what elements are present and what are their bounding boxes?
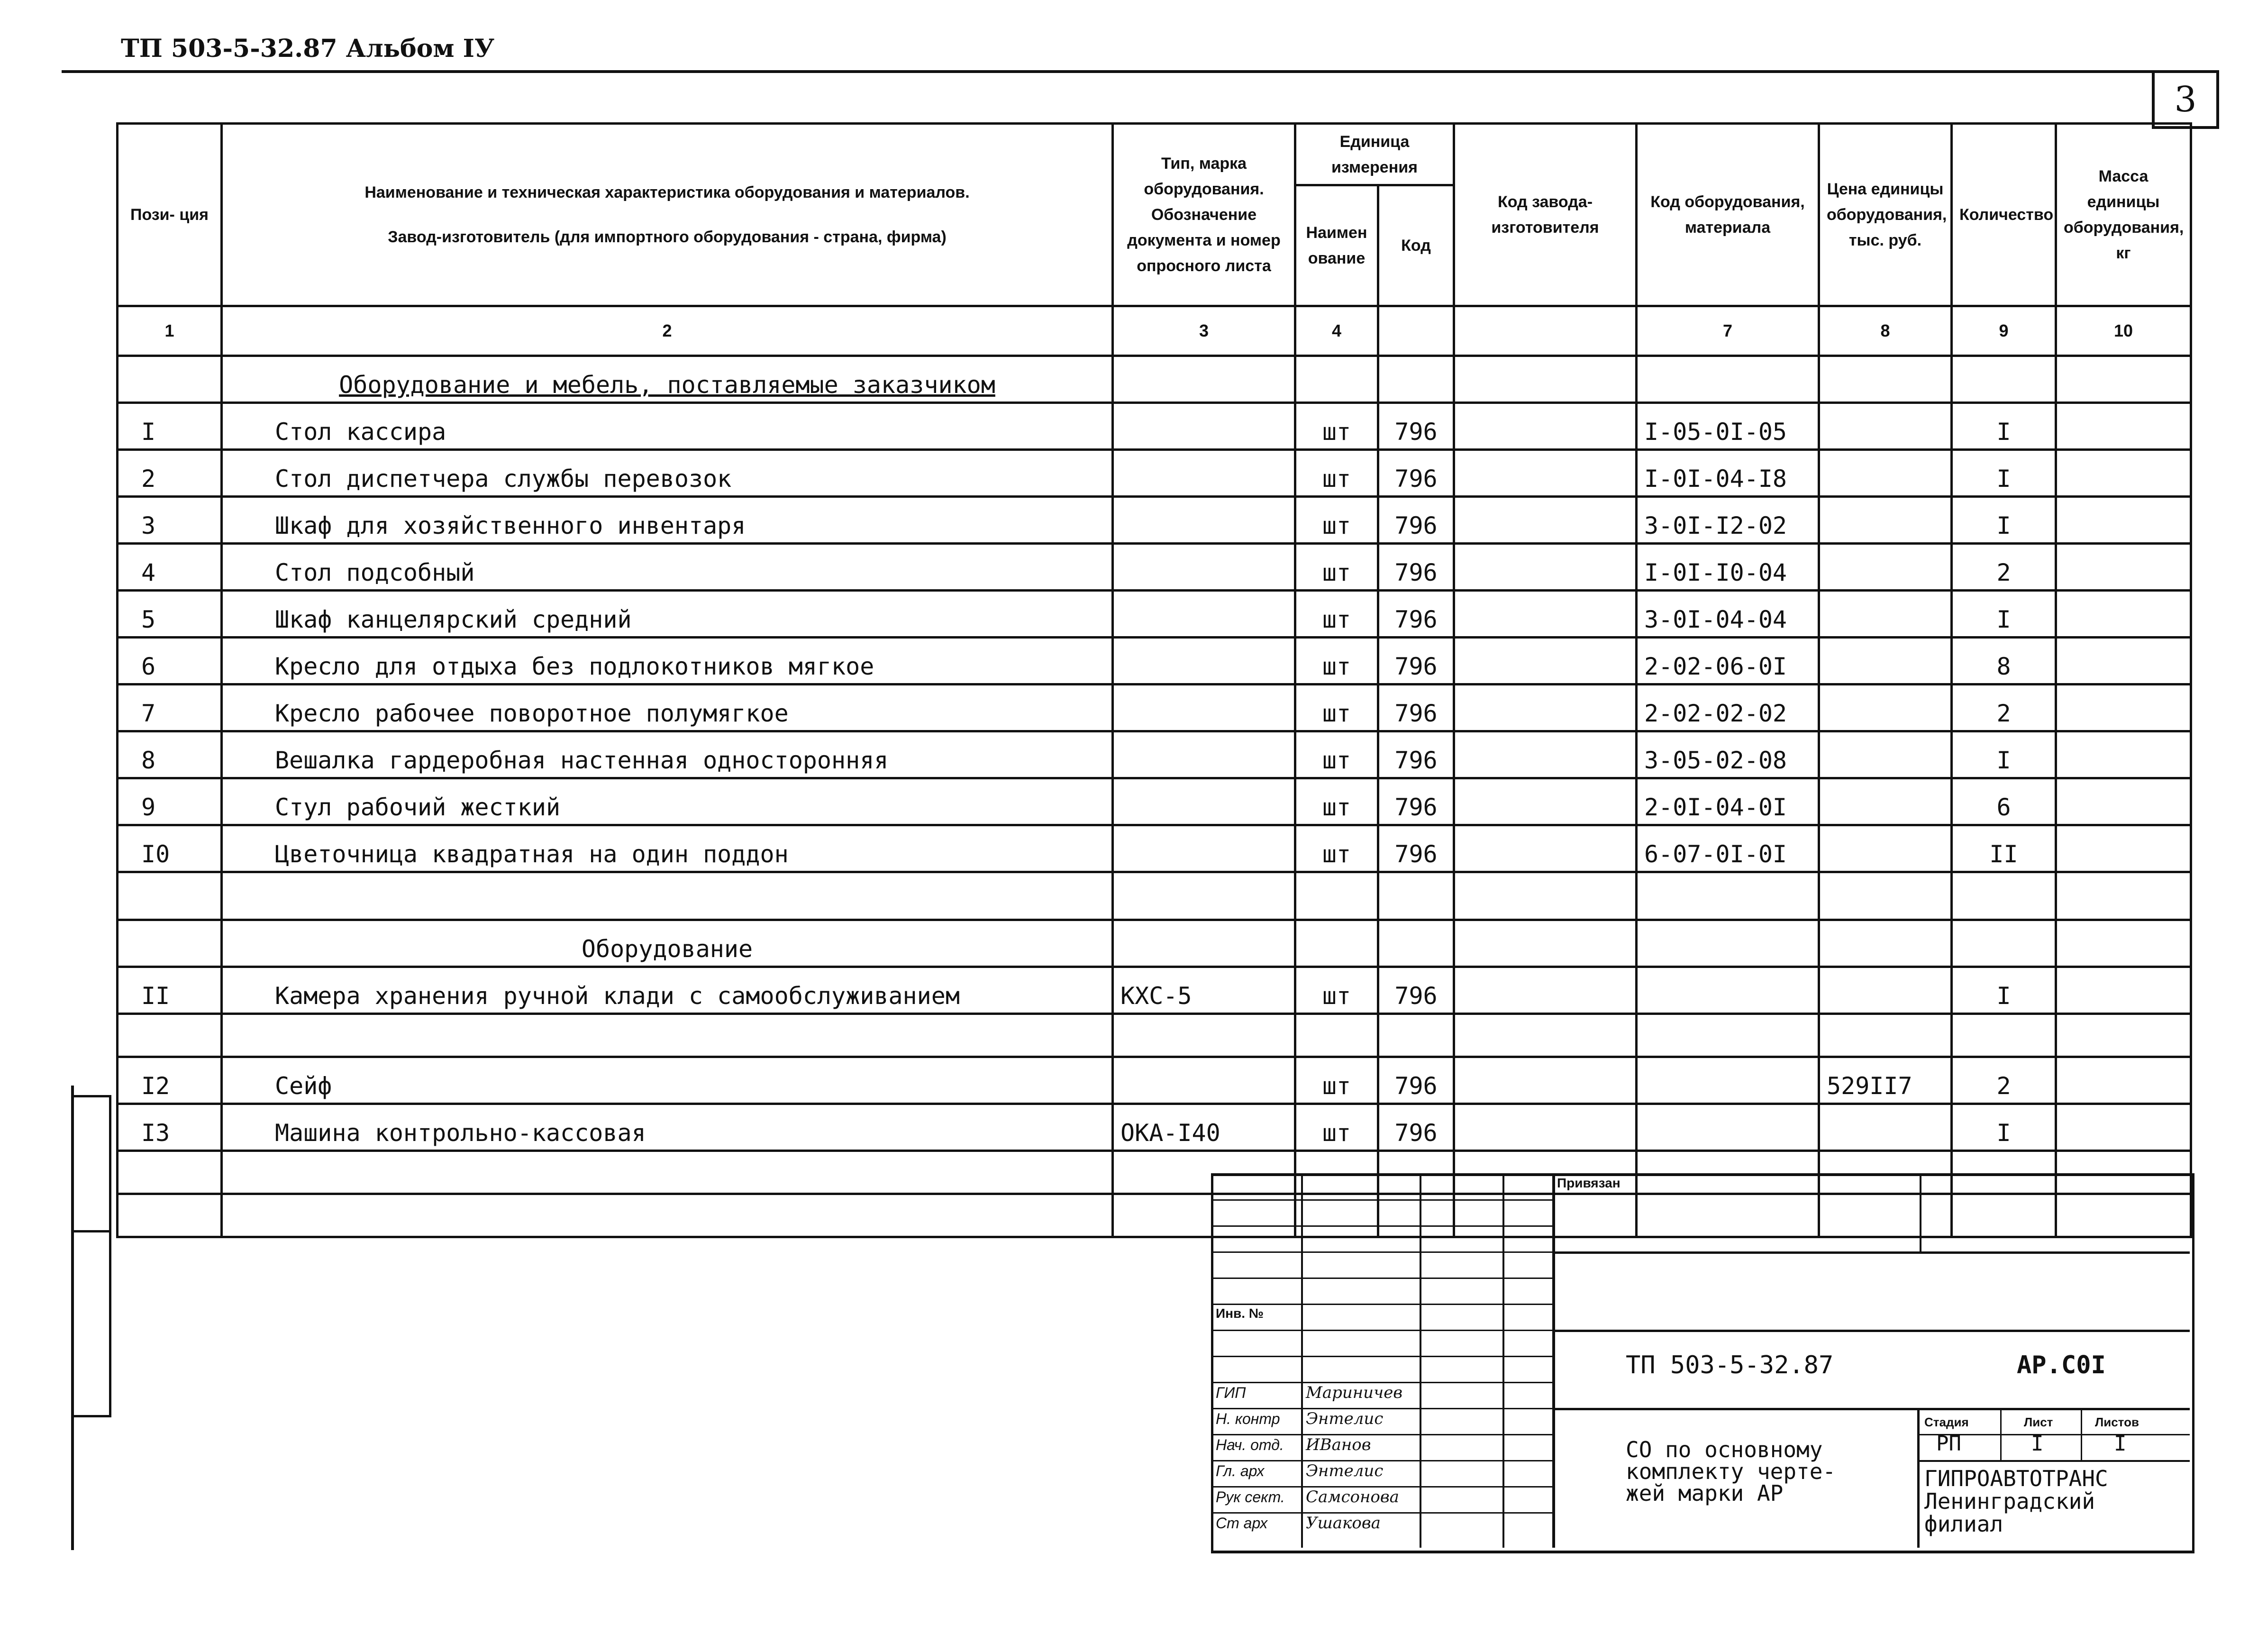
unit-cell: шт [1295, 967, 1378, 1014]
signature-name: Энтелис [1306, 1461, 1384, 1480]
mass-cell [2056, 497, 2191, 544]
empty-cell [1378, 356, 1454, 403]
col-number: 2 [222, 306, 1113, 356]
factory-code-cell [1454, 544, 1637, 591]
header-unit-group: Единица измерения [1295, 124, 1454, 185]
empty-cell [1637, 1014, 1819, 1057]
unit-code-cell: 796 [1378, 450, 1454, 497]
header-factory-code: Код завода-изготовителя [1454, 124, 1637, 306]
unit-code-cell: 796 [1378, 1057, 1454, 1104]
mass-cell [2056, 450, 2191, 497]
type-cell [1113, 825, 1295, 872]
empty-cell [1113, 356, 1295, 403]
mass-cell [2056, 825, 2191, 872]
table-row [118, 403, 2191, 450]
signature-role: Н. контр [1216, 1410, 1280, 1427]
empty-cell [1378, 1014, 1454, 1057]
empty-cell [118, 1014, 222, 1057]
empty-cell [222, 872, 1113, 920]
mass-cell [2056, 778, 2191, 825]
price-cell [1819, 731, 1952, 778]
empty-cell [118, 1194, 222, 1237]
equipment-code-cell: I-05-0I-05 [1637, 403, 1819, 450]
quantity-cell: 6 [1952, 778, 2056, 825]
empty-cell [1819, 1014, 1952, 1057]
empty-cell [2056, 356, 2191, 403]
mass-cell [2056, 591, 2191, 638]
unit-cell: шт [1295, 1104, 1378, 1151]
equipment-code-cell: I-0I-I0-04 [1637, 544, 1819, 591]
name-cell: Сейф [222, 1057, 1113, 1104]
type-cell [1113, 497, 1295, 544]
equipment-code-cell [1637, 967, 1819, 1014]
empty-cell [1952, 1014, 2056, 1057]
header-mass: Масса единицы оборудования, кг [2056, 124, 2191, 306]
type-cell [1113, 450, 1295, 497]
inventory-number-label: Инв. № [1216, 1306, 1264, 1321]
name-cell: Стул рабочий жесткий [222, 778, 1113, 825]
header-name-line2: Завод-изготовитель (для импортного оборудования - страна, фирма) [388, 228, 947, 246]
position-cell: 3 [118, 497, 222, 544]
type-cell [1113, 591, 1295, 638]
equipment-code-cell: I-0I-04-I8 [1637, 450, 1819, 497]
unit-code-cell: 796 [1378, 497, 1454, 544]
price-cell [1819, 685, 1952, 731]
type-cell [1113, 731, 1295, 778]
empty-cell [1295, 872, 1378, 920]
header-name-line1: Наименование и техническая характеристика оборудования и материалов. [364, 183, 970, 201]
position-cell: 6 [118, 638, 222, 685]
col-number [1378, 306, 1454, 356]
empty-cell [1637, 356, 1819, 403]
unit-code-cell: 796 [1378, 967, 1454, 1014]
empty-cell [1295, 1014, 1378, 1057]
top-rule [62, 70, 2213, 73]
organization-line: филиал [1924, 1511, 2003, 1537]
sheets-value: I [2114, 1432, 2127, 1456]
unit-code-cell: 796 [1378, 1104, 1454, 1151]
position-cell: II [118, 967, 222, 1014]
factory-code-cell [1454, 638, 1637, 685]
stage-value: РП [1936, 1432, 1961, 1456]
price-cell [1819, 544, 1952, 591]
price-cell [1819, 778, 1952, 825]
section-title-cell [222, 920, 1113, 967]
empty-cell [1454, 1014, 1637, 1057]
signature-name: ИВанов [1306, 1435, 1371, 1454]
empty-cell [1952, 872, 2056, 920]
type-cell [1113, 778, 1295, 825]
document-code: ТП 503-5-32.87 [1626, 1351, 1834, 1379]
empty-cell [118, 1151, 222, 1194]
name-cell: Камера хранения ручной клади с самообслуживанием [222, 967, 1113, 1014]
position-cell: I0 [118, 825, 222, 872]
mass-cell [2056, 967, 2191, 1014]
type-cell: ОКА-I40 [1113, 1104, 1295, 1151]
factory-code-cell [1454, 1057, 1637, 1104]
equipment-code-cell: 2-02-06-0I [1637, 638, 1819, 685]
section-title-cell [222, 356, 1113, 403]
quantity-cell: I [1952, 497, 2056, 544]
empty-cell [118, 872, 222, 920]
table-row [118, 1057, 2191, 1104]
position-cell: 2 [118, 450, 222, 497]
unit-cell: шт [1295, 497, 1378, 544]
unit-code-cell: 796 [1378, 685, 1454, 731]
empty-cell [1295, 356, 1378, 403]
position-cell: 7 [118, 685, 222, 731]
unit-cell: шт [1295, 544, 1378, 591]
name-cell: Шкаф канцелярский средний [222, 591, 1113, 638]
name-cell: Кресло рабочее поворотное полумягкое [222, 685, 1113, 731]
empty-cell [222, 1014, 1113, 1057]
unit-cell: шт [1295, 450, 1378, 497]
empty-cell [1454, 356, 1637, 403]
document-title: ТП 503-5-32.87 Альбом IУ [121, 34, 495, 63]
empty-cell [1378, 920, 1454, 967]
signature-name: Ушакова [1306, 1514, 1381, 1533]
equipment-code-cell [1637, 1057, 1819, 1104]
type-cell [1113, 685, 1295, 731]
equipment-code-cell: 3-0I-I2-02 [1637, 497, 1819, 544]
page-number: 3 [2152, 70, 2219, 129]
equipment-code-cell: 2-0I-04-0I [1637, 778, 1819, 825]
position-cell: 5 [118, 591, 222, 638]
position-cell: 8 [118, 731, 222, 778]
empty-cell [1952, 356, 2056, 403]
col-number: 4 [1295, 306, 1378, 356]
name-cell: Кресло для отдыха без подлокотников мягкое [222, 638, 1113, 685]
empty-cell [2056, 920, 2191, 967]
type-cell: КХС-5 [1113, 967, 1295, 1014]
unit-cell: шт [1295, 685, 1378, 731]
description-line: жей марки АР [1626, 1480, 1784, 1506]
price-cell [1819, 638, 1952, 685]
table-row [118, 591, 2191, 638]
price-cell [1819, 403, 1952, 450]
unit-code-cell: 796 [1378, 638, 1454, 685]
signature-role: Гл. арх [1216, 1462, 1265, 1479]
description-line: СО по основному [1626, 1437, 1823, 1462]
mass-cell [2056, 685, 2191, 731]
header-quantity: Количество [1952, 124, 2056, 306]
factory-code-cell [1454, 731, 1637, 778]
factory-code-cell [1454, 450, 1637, 497]
position-cell: 9 [118, 778, 222, 825]
name-cell: Вешалка гардеробная настенная односторонняя [222, 731, 1113, 778]
specification-table [116, 122, 2192, 1238]
table-row [118, 497, 2191, 544]
quantity-cell: I [1952, 403, 2056, 450]
price-cell [1819, 497, 1952, 544]
quantity-cell: 2 [1952, 685, 2056, 731]
equipment-code-cell [1637, 1104, 1819, 1151]
price-cell [1819, 825, 1952, 872]
position-cell: I [118, 403, 222, 450]
table-row [118, 967, 2191, 1014]
empty-cell [2056, 872, 2191, 920]
col-number: 10 [2056, 306, 2191, 356]
unit-cell: шт [1295, 638, 1378, 685]
unit-code-cell: 796 [1378, 591, 1454, 638]
empty-cell [1819, 872, 1952, 920]
empty-cell [118, 920, 222, 967]
col-number: 3 [1113, 306, 1295, 356]
col-number: 1 [118, 306, 222, 356]
section-title: Оборудование [581, 935, 753, 963]
unit-cell: шт [1295, 1057, 1378, 1104]
side-tab [71, 1095, 111, 1417]
col-number: 9 [1952, 306, 2056, 356]
signature-role: ГИП [1216, 1384, 1246, 1401]
name-cell: Стол диспетчера службы перевозок [222, 450, 1113, 497]
col-number: 8 [1819, 306, 1952, 356]
empty-cell [118, 356, 222, 403]
header-unit-name: Наименование [1295, 185, 1378, 306]
empty-cell [1819, 356, 1952, 403]
unit-cell: шт [1295, 778, 1378, 825]
signature-name: Самсонова [1306, 1488, 1399, 1506]
type-cell [1113, 638, 1295, 685]
factory-code-cell [1454, 591, 1637, 638]
unit-cell: шт [1295, 825, 1378, 872]
empty-cell [1113, 920, 1295, 967]
table-row [118, 685, 2191, 731]
table-row [118, 1014, 2191, 1057]
table-body [118, 356, 2191, 1237]
signature-role: Рук сект. [1216, 1488, 1285, 1506]
equipment-code-cell: 3-0I-04-04 [1637, 591, 1819, 638]
signature-role: Нач. отд. [1216, 1436, 1284, 1453]
position-cell: I2 [118, 1057, 222, 1104]
equipment-code-cell: 6-07-0I-0I [1637, 825, 1819, 872]
drawing-mark: АР.С0I [2017, 1351, 2106, 1379]
sheets-header: Листов [2095, 1415, 2139, 1429]
name-cell: Шкаф для хозяйственного инвентаря [222, 497, 1113, 544]
side-tab-divider [71, 1230, 109, 1232]
name-cell: Машина контрольно-кассовая [222, 1104, 1113, 1151]
name-cell: Стол подсобный [222, 544, 1113, 591]
empty-cell [1113, 1014, 1295, 1057]
quantity-cell: 8 [1952, 638, 2056, 685]
factory-code-cell [1454, 497, 1637, 544]
factory-code-cell [1454, 825, 1637, 872]
table-row [118, 731, 2191, 778]
empty-cell [1454, 872, 1637, 920]
quantity-cell: I [1952, 450, 2056, 497]
header-equipment-code: Код оборудования, материала [1637, 124, 1819, 306]
table-row [118, 825, 2191, 872]
empty-cell [1637, 872, 1819, 920]
empty-cell [1113, 872, 1295, 920]
unit-code-cell: 796 [1378, 825, 1454, 872]
name-cell: Цветочница квадратная на один поддон [222, 825, 1113, 872]
quantity-cell: I [1952, 731, 2056, 778]
organization [1924, 1467, 2108, 1535]
price-cell [1819, 1104, 1952, 1151]
sheet-header: Лист [2024, 1415, 2053, 1429]
organization-line: Ленинградский [1924, 1488, 2095, 1514]
quantity-cell: I [1952, 1104, 2056, 1151]
table-row [118, 544, 2191, 591]
header-price: Цена единицы оборудования, тыс. руб. [1819, 124, 1952, 306]
table-row [118, 450, 2191, 497]
price-cell [1819, 450, 1952, 497]
empty-cell [1378, 872, 1454, 920]
section-row [118, 356, 2191, 403]
type-cell [1113, 544, 1295, 591]
factory-code-cell [1454, 1104, 1637, 1151]
quantity-cell: I [1952, 967, 2056, 1014]
quantity-cell: 2 [1952, 544, 2056, 591]
type-cell [1113, 403, 1295, 450]
signature-role: Ст арх [1216, 1515, 1268, 1532]
empty-cell [1819, 920, 1952, 967]
empty-cell [222, 1151, 1113, 1194]
empty-cell [1295, 920, 1378, 967]
factory-code-cell [1454, 403, 1637, 450]
mass-cell [2056, 1104, 2191, 1151]
quantity-cell: 2 [1952, 1057, 2056, 1104]
table-row [118, 778, 2191, 825]
factory-code-cell [1454, 967, 1637, 1014]
unit-code-cell: 796 [1378, 731, 1454, 778]
type-cell [1113, 1057, 1295, 1104]
signature-name: Энтелис [1306, 1409, 1384, 1428]
mass-cell [2056, 403, 2191, 450]
unit-code-cell: 796 [1378, 544, 1454, 591]
empty-cell [1637, 920, 1819, 967]
quantity-cell: I [1952, 591, 2056, 638]
factory-code-cell [1454, 778, 1637, 825]
table-row [118, 638, 2191, 685]
empty-cell [1454, 920, 1637, 967]
position-cell: I3 [118, 1104, 222, 1151]
mass-cell [2056, 1057, 2191, 1104]
header-name [222, 124, 1113, 306]
empty-cell [2056, 1014, 2191, 1057]
unit-cell: шт [1295, 731, 1378, 778]
equipment-code-cell: 2-02-02-02 [1637, 685, 1819, 731]
factory-code-cell [1454, 685, 1637, 731]
section-row [118, 920, 2191, 967]
name-cell: Стол кассира [222, 403, 1113, 450]
stage-header: Стадия [1924, 1415, 1969, 1429]
mass-cell [2056, 731, 2191, 778]
privyazan-label: Привязан [1557, 1176, 1621, 1190]
unit-cell: шт [1295, 591, 1378, 638]
sheet-description [1626, 1439, 1836, 1504]
col-number [1454, 306, 1637, 356]
signature-name: Мариничев [1306, 1383, 1403, 1402]
price-cell [1819, 591, 1952, 638]
col-number: 7 [1637, 306, 1819, 356]
organization-line: ГИПРОАВТОТРАНС [1924, 1466, 2108, 1491]
header-type: Тип, марка оборудования. Обозначение документа и номер опросного листа [1113, 124, 1295, 306]
section-title: Оборудование и мебель, поставляемые заказчиком [339, 371, 995, 399]
unit-code-cell: 796 [1378, 778, 1454, 825]
header-position: Пози- ция [118, 124, 222, 306]
header-unit-code: Код [1378, 185, 1454, 306]
table-row [118, 872, 2191, 920]
description-line: комплекту черте- [1626, 1459, 1836, 1484]
unit-cell: шт [1295, 403, 1378, 450]
price-cell: 529II7 [1819, 1057, 1952, 1104]
table-row [118, 1104, 2191, 1151]
equipment-code-cell: 3-05-02-08 [1637, 731, 1819, 778]
mass-cell [2056, 638, 2191, 685]
price-cell [1819, 967, 1952, 1014]
unit-code-cell: 796 [1378, 403, 1454, 450]
empty-cell [1952, 920, 2056, 967]
mass-cell [2056, 544, 2191, 591]
empty-cell [222, 1194, 1113, 1237]
position-cell: 4 [118, 544, 222, 591]
sheet-value: I [2031, 1432, 2044, 1456]
quantity-cell: II [1952, 825, 2056, 872]
